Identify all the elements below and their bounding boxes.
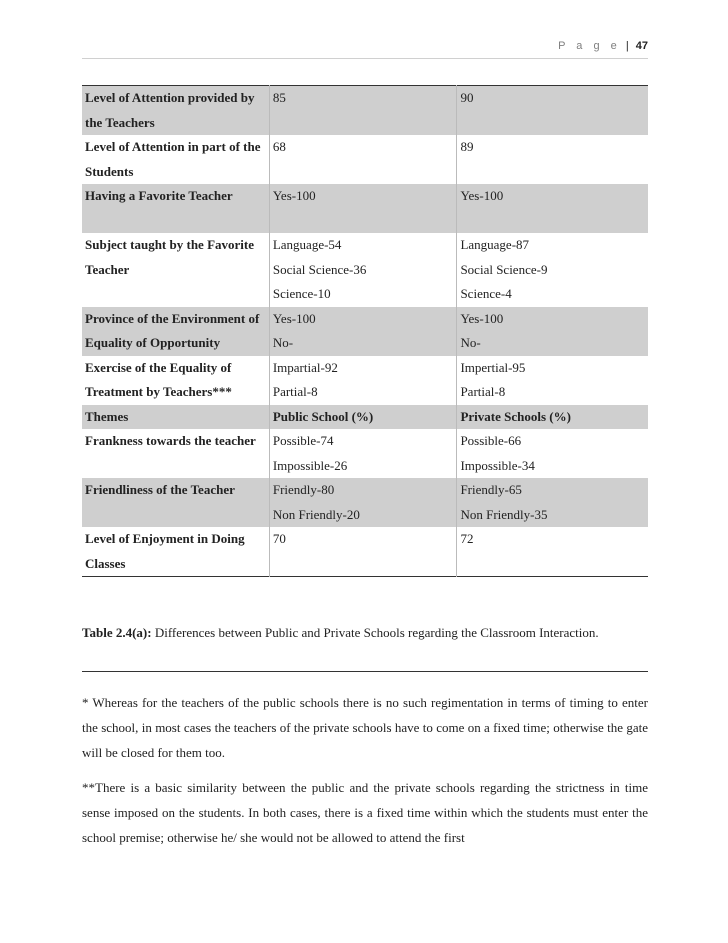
table-row xyxy=(82,86,648,136)
private-school-cell: Friendly-65 Non Friendly-35 xyxy=(457,478,648,527)
public-school-cell: 85 xyxy=(269,86,457,136)
row-label: Frankness towards the teacher xyxy=(85,433,256,448)
public-school-cell: Language-54 Social Science-36 Science-10 xyxy=(269,233,457,307)
row-label: Province of the Environment of Equality of Opportunity xyxy=(82,307,269,356)
table-row xyxy=(82,233,648,307)
page-number: 47 xyxy=(635,40,648,52)
public-school-cell: Yes-100 xyxy=(269,184,457,233)
page-label: P a g e xyxy=(558,40,621,52)
row-label: Themes xyxy=(82,405,269,430)
row-label: Level of Enjoyment in Doing Classes xyxy=(85,531,245,571)
table-caption xyxy=(82,620,648,645)
table-row xyxy=(82,307,648,356)
table-row xyxy=(82,429,648,478)
table-row xyxy=(82,184,648,233)
public-school-cell: Public School (%) xyxy=(269,405,457,430)
header-rule xyxy=(82,58,648,59)
table-row xyxy=(82,356,648,405)
public-school-cell: Friendly-80 Non Friendly-20 xyxy=(269,478,457,527)
private-school-cell: Yes-100 xyxy=(457,184,648,233)
page-header xyxy=(82,40,648,60)
private-school-cell: Yes-100 No- xyxy=(457,307,648,356)
public-school-cell: 68 xyxy=(269,135,457,184)
row-label: Subject taught by the Favorite Teacher xyxy=(85,237,254,277)
row-label: Having a Favorite Teacher xyxy=(82,184,269,233)
table-row xyxy=(82,405,648,430)
private-school-cell: Impertial-95 Partial-8 xyxy=(457,356,648,405)
caption-label: Table 2.4(a): xyxy=(82,625,152,640)
private-school-cell: Possible-66 Impossible-34 xyxy=(457,429,648,478)
private-school-cell: 90 xyxy=(457,86,648,136)
row-label: Level of Attention provided by the Teachers xyxy=(82,86,269,136)
row-label: Exercise of the Equality of Treatment by Teachers*** xyxy=(85,359,232,399)
caption-rule xyxy=(82,671,648,672)
footnote-2: **There is a basic similarity between the public and the private schools regarding the strictness in time sense imposed on the students. In both cases, there is a fixed time within which the students must enter the school premise; otherwise he/ she would not be allowed to attend the first xyxy=(82,780,648,845)
comparison-table xyxy=(82,85,648,577)
footnote-1: * Whereas for the teachers of the public schools there is no such regimentation in terms of timing to enter the school, in most cases the teachers of the private schools have to come on a fixed time; otherwise the gate will be closed for them too. xyxy=(82,695,648,760)
row-label: Friendliness of the Teacher xyxy=(82,478,269,527)
private-school-cell: Language-87 Social Science-9 Science-4 xyxy=(457,233,648,307)
public-school-cell: Impartial-92 Partial-8 xyxy=(269,356,457,405)
public-school-cell: 70 xyxy=(269,527,457,577)
table-row xyxy=(82,135,648,184)
caption-text: Differences between Public and Private Schools regarding the Classroom Interaction. xyxy=(151,625,599,640)
private-school-cell: 89 xyxy=(457,135,648,184)
private-school-cell: Private Schools (%) xyxy=(457,405,648,430)
row-label: Level of Attention in part of the Students xyxy=(85,139,261,179)
table-body xyxy=(82,86,648,577)
private-school-cell: 72 xyxy=(457,527,648,577)
table-row xyxy=(82,478,648,527)
table-row xyxy=(82,527,648,577)
page-separator: | xyxy=(625,40,629,52)
public-school-cell: Possible-74 Impossible-26 xyxy=(269,429,457,478)
public-school-cell: Yes-100 No- xyxy=(269,307,457,356)
